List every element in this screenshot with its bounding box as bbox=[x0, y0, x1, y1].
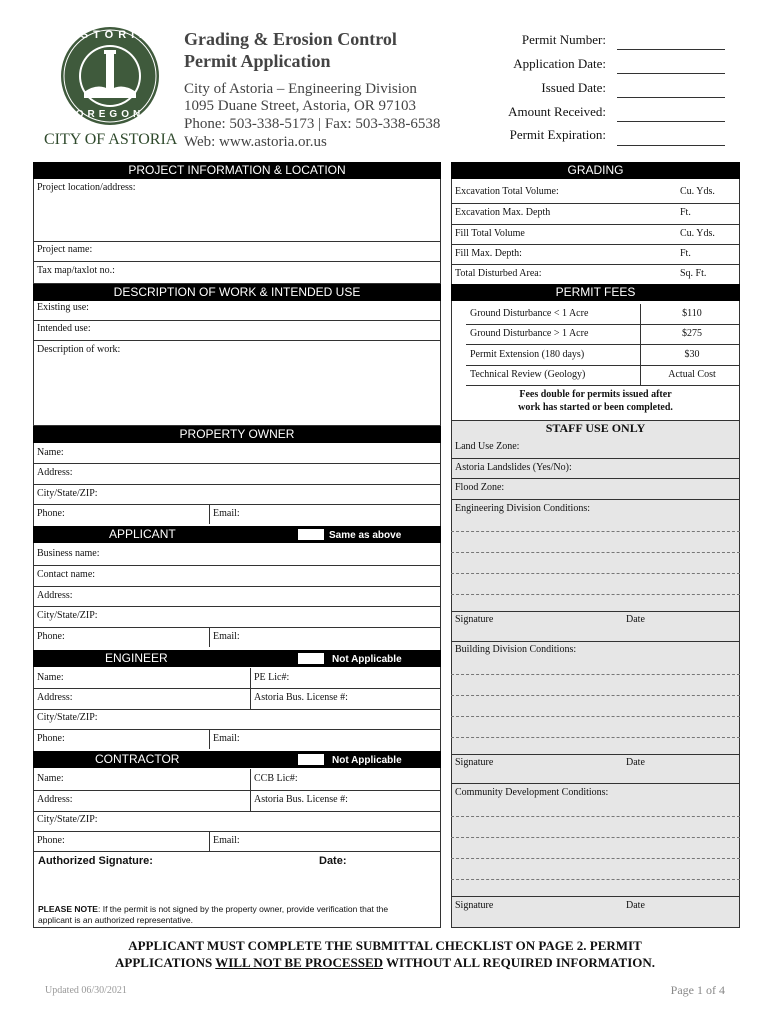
same-as-above-checkbox[interactable] bbox=[298, 529, 324, 540]
divider bbox=[451, 552, 740, 553]
issued-date-label: Issued Date: bbox=[541, 80, 606, 95]
grading-row-label[interactable]: Fill Total Volume bbox=[455, 228, 525, 239]
community-signature-field[interactable]: Signature bbox=[455, 900, 494, 911]
engineer-license-field[interactable]: Astoria Bus. License #: bbox=[254, 692, 348, 703]
footer-warning-line2 bbox=[0, 955, 770, 971]
divider bbox=[33, 340, 441, 341]
amount-received-label: Amount Received: bbox=[508, 104, 606, 119]
divider bbox=[33, 504, 441, 505]
engineer-email-field[interactable]: Email: bbox=[213, 733, 240, 744]
divider bbox=[466, 365, 740, 366]
divider bbox=[33, 606, 441, 607]
landslides-field[interactable]: Astoria Landslides (Yes/No): bbox=[455, 462, 572, 473]
footer-line2-under: WILL NOT BE PROCESSED bbox=[215, 955, 384, 970]
engineer-city-field[interactable]: City/State/ZIP: bbox=[37, 712, 98, 723]
community-date-field[interactable]: Date bbox=[626, 900, 645, 911]
engineering-conditions-field[interactable]: Engineering Division Conditions: bbox=[455, 503, 590, 514]
divider bbox=[451, 716, 740, 717]
divider bbox=[33, 851, 441, 852]
permit-expiration-field[interactable] bbox=[617, 145, 725, 146]
page-number: Page 1 of 4 bbox=[670, 983, 725, 997]
amount-received-field[interactable] bbox=[617, 121, 725, 122]
divider bbox=[451, 837, 740, 838]
grading-row-label[interactable]: Excavation Max. Depth bbox=[455, 207, 551, 218]
applicant-phone-field[interactable]: Phone: bbox=[37, 631, 65, 642]
divider bbox=[466, 324, 740, 325]
application-date-field[interactable] bbox=[617, 73, 725, 74]
divider bbox=[451, 264, 740, 265]
footer-line2-post: WITHOUT ALL REQUIRED INFORMATION. bbox=[383, 955, 655, 970]
divider bbox=[451, 858, 740, 859]
form-title-line2: Permit Application bbox=[184, 51, 331, 71]
authorized-signature-field[interactable]: Authorized Signature: bbox=[38, 855, 153, 867]
divider bbox=[33, 627, 441, 628]
divider bbox=[33, 927, 441, 928]
fees-note-line2: work has started or been completed. bbox=[518, 402, 673, 413]
divider bbox=[33, 688, 441, 689]
grading-row-label[interactable]: Fill Max. Depth: bbox=[455, 248, 522, 259]
left-inner-border bbox=[440, 162, 441, 928]
seal-text-top: ASTORIA bbox=[67, 29, 153, 41]
divider bbox=[640, 304, 641, 386]
permit-expiration-label: Permit Expiration: bbox=[509, 127, 606, 142]
divider bbox=[451, 224, 740, 225]
existing-use-field[interactable]: Existing use: bbox=[37, 302, 89, 313]
divider bbox=[451, 754, 740, 755]
divider bbox=[33, 261, 441, 262]
contact-name-field[interactable]: Contact name: bbox=[37, 569, 96, 580]
divider bbox=[33, 463, 441, 464]
intended-use-field[interactable]: Intended use: bbox=[37, 323, 91, 334]
divider bbox=[33, 241, 441, 242]
permit-number-field[interactable] bbox=[617, 49, 725, 50]
divider bbox=[451, 695, 740, 696]
owner-city-field[interactable]: City/State/ZIP: bbox=[37, 488, 98, 499]
divider bbox=[33, 320, 441, 321]
divider bbox=[451, 594, 740, 595]
footer-line2-pre: APPLICATIONS bbox=[115, 955, 216, 970]
divider bbox=[451, 737, 740, 738]
fee-row-value: $110 bbox=[682, 308, 702, 319]
grading-row-unit: Ft. bbox=[680, 207, 691, 218]
taxmap-field[interactable]: Tax map/taxlot no.: bbox=[37, 265, 115, 276]
contractor-phone-field[interactable]: Phone: bbox=[37, 835, 65, 846]
divider bbox=[466, 344, 740, 345]
issued-date-field[interactable] bbox=[617, 97, 725, 98]
fee-row-value: Actual Cost bbox=[668, 369, 716, 380]
grading-row-unit: Cu. Yds. bbox=[680, 186, 715, 197]
divider bbox=[33, 484, 441, 485]
permit-number-label: Permit Number: bbox=[521, 32, 606, 47]
engineer-not-applicable-label: Not Applicable bbox=[332, 654, 402, 665]
divider bbox=[451, 458, 740, 459]
applicant-city-field[interactable]: City/State/ZIP: bbox=[37, 610, 98, 621]
contractor-city-field[interactable]: City/State/ZIP: bbox=[37, 814, 98, 825]
community-development-conditions-field[interactable]: Community Development Conditions: bbox=[455, 787, 609, 798]
divider bbox=[451, 531, 740, 532]
applicant-email-field[interactable]: Email: bbox=[213, 631, 240, 642]
org-phone: Phone: 503-338-5173 | Fax: 503-338-6538 bbox=[184, 116, 441, 132]
signature-date-field[interactable]: Date: bbox=[319, 855, 347, 867]
grading-row-unit: Cu. Yds. bbox=[680, 228, 715, 239]
flood-zone-field[interactable]: Flood Zone: bbox=[455, 482, 505, 493]
contractor-not-applicable-label: Not Applicable bbox=[332, 755, 402, 766]
contractor-heading bbox=[33, 751, 441, 768]
owner-email-field[interactable]: Email: bbox=[213, 508, 240, 519]
divider bbox=[451, 611, 740, 612]
org-address: 1095 Duane Street, Astoria, OR 97103 bbox=[184, 98, 417, 114]
business-name-field[interactable]: Business name: bbox=[37, 548, 100, 559]
org-web: Web: www.astoria.or.us bbox=[184, 134, 327, 150]
applicant-address-field[interactable]: Address: bbox=[37, 590, 73, 601]
divider bbox=[451, 478, 740, 479]
staff-use-heading: STAFF USE ONLY bbox=[545, 421, 646, 435]
applicant-heading bbox=[33, 526, 441, 543]
same-as-above-label: Same as above bbox=[329, 530, 402, 541]
engineer-heading bbox=[33, 650, 441, 667]
project-name-field[interactable]: Project name: bbox=[37, 244, 93, 255]
contractor-license-field[interactable]: Astoria Bus. License #: bbox=[254, 794, 348, 805]
divider bbox=[451, 203, 740, 204]
fee-row-label: Ground Disturbance > 1 Acre bbox=[470, 328, 589, 339]
owner-address-field[interactable]: Address: bbox=[37, 467, 73, 478]
fee-row-label: Technical Review (Geology) bbox=[470, 369, 586, 380]
project-info-heading: PROJECT INFORMATION & LOCATION bbox=[33, 162, 441, 179]
signature-note-line2: applicant is an authorized representative. bbox=[38, 915, 193, 925]
fee-row-label: Ground Disturbance < 1 Acre bbox=[470, 308, 589, 319]
engineer-phone-field[interactable]: Phone: bbox=[37, 733, 65, 744]
fees-note-line1: Fees double for permits issued after bbox=[519, 389, 672, 400]
divider bbox=[451, 244, 740, 245]
building-date-field[interactable]: Date bbox=[626, 757, 645, 768]
engineer-heading-text: ENGINEER bbox=[105, 651, 168, 665]
property-owner-heading: PROPERTY OWNER bbox=[33, 426, 441, 443]
divider bbox=[451, 499, 740, 500]
building-signature-field[interactable]: Signature bbox=[455, 757, 494, 768]
contractor-address-field[interactable]: Address: bbox=[37, 794, 73, 805]
contractor-ccb-field[interactable]: CCB Lic#: bbox=[254, 773, 298, 784]
application-date-label: Application Date: bbox=[513, 56, 606, 71]
divider bbox=[33, 729, 441, 730]
fee-row-value: $30 bbox=[684, 349, 700, 360]
form-title-line1: Grading & Erosion Control bbox=[184, 29, 397, 49]
applicant-heading-text: APPLICANT bbox=[109, 527, 176, 541]
divider bbox=[33, 586, 441, 587]
signature-note bbox=[34, 904, 438, 926]
updated-date: Updated 06/30/2021 bbox=[45, 985, 127, 996]
owner-phone-field[interactable]: Phone: bbox=[37, 508, 65, 519]
owner-name-field[interactable]: Name: bbox=[37, 447, 64, 458]
divider bbox=[33, 790, 441, 791]
engineering-signature-field[interactable]: Signature bbox=[455, 614, 494, 625]
divider bbox=[33, 565, 441, 566]
engineer-pe-field[interactable]: PE Lic#: bbox=[254, 672, 290, 683]
permit-fees-heading: PERMIT FEES bbox=[451, 284, 740, 301]
fees-double-note bbox=[451, 388, 740, 414]
divider bbox=[451, 896, 740, 897]
work-description-field[interactable]: Description of work: bbox=[37, 344, 121, 355]
divider bbox=[451, 674, 740, 675]
grading-row-unit: Sq. Ft. bbox=[680, 268, 707, 279]
building-conditions-field[interactable]: Building Division Conditions: bbox=[455, 644, 577, 655]
signature-note-line1: : If the permit is not signed by the property owner, provide verification that the bbox=[97, 904, 389, 914]
engineering-date-field[interactable]: Date bbox=[626, 614, 645, 625]
city-label: CITY OF ASTORIA bbox=[44, 131, 178, 148]
signature-note-bold: PLEASE NOTE bbox=[38, 904, 98, 914]
contractor-not-applicable-checkbox[interactable] bbox=[298, 754, 324, 765]
grading-row-label[interactable]: Excavation Total Volume: bbox=[455, 186, 559, 197]
divider bbox=[451, 783, 740, 784]
fee-row-label: Permit Extension (180 days) bbox=[470, 349, 585, 360]
engineer-name-field[interactable]: Name: bbox=[37, 672, 64, 683]
contractor-name-field[interactable]: Name: bbox=[37, 773, 64, 784]
divider bbox=[451, 641, 740, 642]
divider bbox=[451, 879, 740, 880]
grading-heading: GRADING bbox=[451, 162, 740, 179]
contractor-heading-text: CONTRACTOR bbox=[95, 752, 180, 766]
engineer-address-field[interactable]: Address: bbox=[37, 692, 73, 703]
divider bbox=[33, 709, 441, 710]
divider bbox=[33, 811, 441, 812]
land-use-zone-field[interactable]: Land Use Zone: bbox=[455, 441, 520, 452]
footer-warning-line1: APPLICANT MUST COMPLETE THE SUBMITTAL CHECKLIST ON PAGE 2. PERMIT bbox=[128, 938, 642, 953]
contractor-email-field[interactable]: Email: bbox=[213, 835, 240, 846]
divider bbox=[451, 573, 740, 574]
engineer-not-applicable-checkbox[interactable] bbox=[298, 653, 324, 664]
seal-text-bottom: OREGON bbox=[75, 109, 145, 120]
grading-row-unit: Ft. bbox=[680, 248, 691, 259]
grading-row-label[interactable]: Total Disturbed Area: bbox=[455, 268, 542, 279]
divider bbox=[451, 816, 740, 817]
divider bbox=[466, 385, 740, 386]
project-location-field[interactable]: Project location/address: bbox=[37, 182, 136, 193]
fee-row-value: $275 bbox=[682, 328, 702, 339]
org-name: City of Astoria – Engineering Division bbox=[184, 81, 417, 97]
divider bbox=[33, 831, 441, 832]
city-seal-logo bbox=[60, 26, 160, 126]
description-heading: DESCRIPTION OF WORK & INTENDED USE bbox=[33, 284, 441, 301]
